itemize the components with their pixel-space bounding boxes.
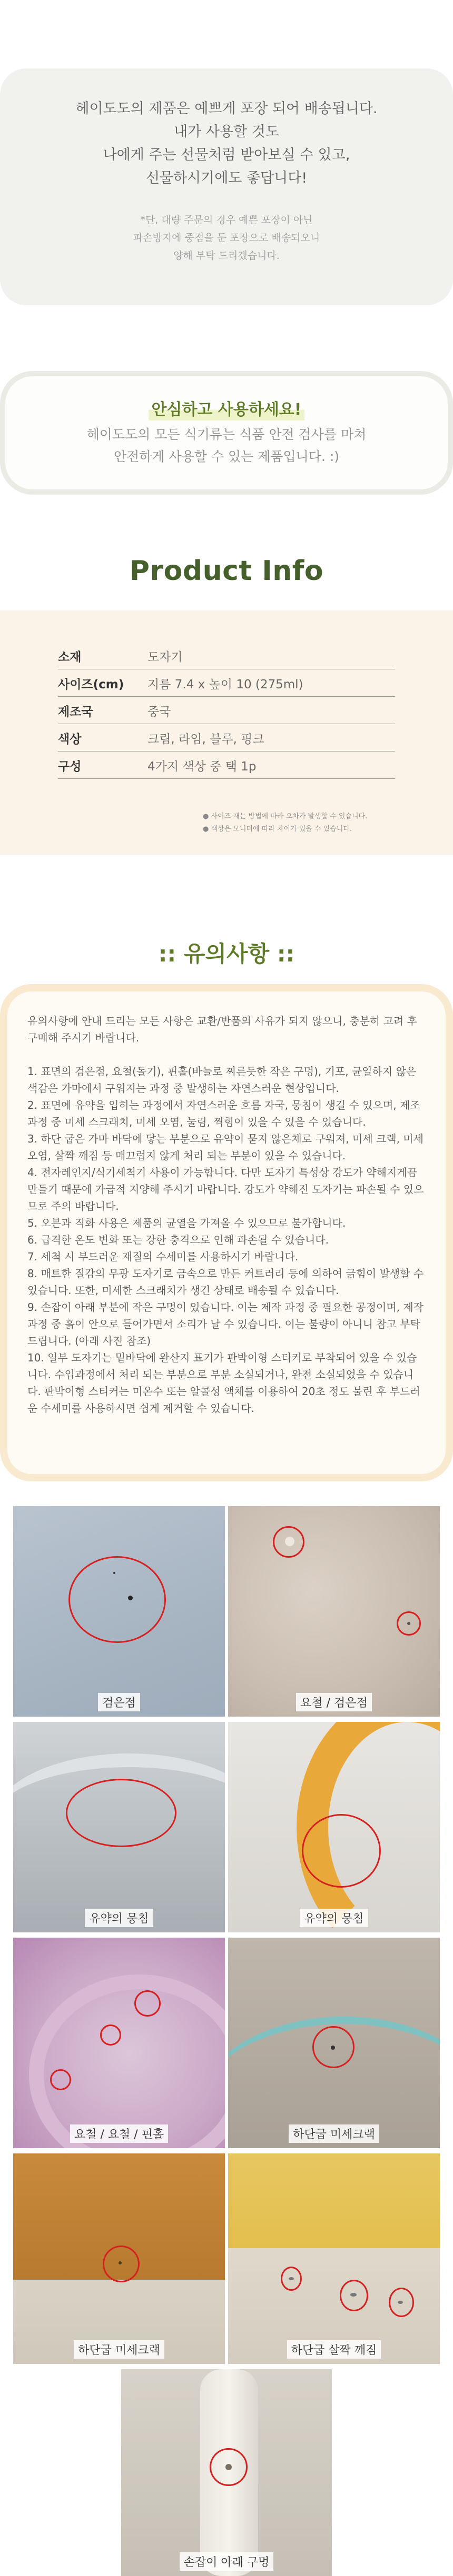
- photo-caption: [13, 1693, 225, 1711]
- product-info-label: 구성: [58, 760, 82, 774]
- product-info-row: [58, 669, 395, 697]
- product-info-value: 지름 7.4 x 높이 10 (275ml): [147, 678, 303, 691]
- safety-line: 안전하게 사용할 수 있는 제품입니다. :): [113, 449, 340, 464]
- product-info-row: [58, 751, 395, 779]
- gift-line: 헤이도도의 제품은 예쁘게 포장 되어 배송됩니다.: [75, 101, 378, 117]
- caution-item: 5. 오븐과 직화 사용은 제품의 균열을 가져올 수 있으므로 불가합니다.: [27, 1217, 346, 1229]
- product-info-value: 도자기: [147, 650, 183, 664]
- highlight-circle: [134, 1990, 161, 2017]
- product-info-label: 소재: [58, 650, 82, 664]
- highlight-circle: [281, 2267, 302, 2291]
- caution-item: 9. 손잡이 아래 부분에 작은 구멍이 있습니다. 이는 제작 과정 중 필요한 공정이며, 제작 과정 중 흙이 안으로 들어가면서 소리가 날 수 있습니다. 이는 불량이 아니니 참고 부탁드립니다. (아래 사진 참조): [27, 1301, 424, 1347]
- photo-caption-text: 손잡이 아래 구멍: [180, 2552, 274, 2571]
- gift-packaging-notice: [0, 68, 453, 305]
- product-info-title: Product Info: [129, 555, 324, 587]
- caution-item: 4. 전자레인지/식기세척기 사용이 가능합니다. 다만 도자기 특성상 강도가 약해지게끔 만들기 때문에 가급적 지양해 주시기 바랍니다. 강도가 약해진 도자기는 파손될 수 있으므로 주의 바랍니다.: [27, 1166, 424, 1212]
- product-info-value: 중국: [147, 705, 171, 719]
- photo-caption: [13, 2340, 225, 2359]
- defect-photo-bump-dot: [228, 1506, 440, 1717]
- highlight-circle: [50, 2069, 71, 2090]
- photo-caption: [228, 2340, 440, 2359]
- product-info-label: 색상: [58, 733, 82, 746]
- defect-photo-base-crack: [228, 1938, 440, 2148]
- photo-caption-text: 유약의 뭉침: [300, 1909, 368, 1927]
- caution-panel: [0, 984, 453, 1481]
- highlight-circle: [340, 2280, 368, 2311]
- photo-caption: [13, 2124, 225, 2143]
- highlight-circle: [273, 1526, 304, 1558]
- photo-caption: [228, 1693, 440, 1711]
- gift-note-line: 양해 부탁 드리겠습니다.: [173, 250, 280, 262]
- safety-line: 헤이도도의 모든 식기류는 식품 안전 검사를 마쳐: [86, 427, 367, 442]
- photo-caption-text: 하단굽 미세크랙: [289, 2124, 379, 2143]
- caution-title: :: 유의사항 ::: [158, 941, 295, 967]
- product-info-row: [58, 642, 395, 669]
- product-info-note: ● 색상은 모니터에 따라 차이가 있을 수 있습니다.: [203, 825, 352, 833]
- product-info-notes: [203, 810, 367, 836]
- highlight-circle: [312, 2026, 354, 2068]
- caution-item: 6. 급격한 온도 변화 또는 강한 충격으로 인해 파손될 수 있습니다.: [27, 1234, 329, 1246]
- gift-line: 나에게 주는 선물처럼 받아보실 수 있고,: [103, 147, 350, 163]
- defect-photo-bumps-pinhole: [13, 1938, 225, 2148]
- safety-notice: [0, 371, 453, 495]
- highlight-circle: [66, 1779, 176, 1847]
- caution-item: 1. 표면의 검은점, 요철(돌기), 핀홀(바늘로 찌른듯한 작은 구멍), 기포, 균일하지 않은 색감은 가마에서 구워지는 과정 중 발생하는 자연스러운 현상입니다.: [27, 1065, 417, 1095]
- safety-title: 안심하고 사용하세요!: [149, 396, 305, 420]
- safety-lines: [5, 424, 448, 468]
- product-info-row: [58, 724, 395, 751]
- photo-caption-text: 검은점: [98, 1693, 140, 1711]
- highlight-circle: [68, 1556, 166, 1643]
- caution-item: 8. 매트한 질감의 무광 도자기로 금속으로 만든 커트러리 등에 의하여 긁힘이 발생할 수 있습니다. 또한, 미세한 스크래치가 생긴 상태로 배송될 수 있습니다.: [27, 1267, 424, 1297]
- gift-line: 내가 사용할 것도: [174, 124, 279, 140]
- product-info-note: ● 사이즈 재는 방법에 따라 오차가 발생할 수 있습니다.: [203, 813, 368, 820]
- rim-shape: [29, 1974, 225, 2148]
- product-info-label: 제조국: [58, 705, 93, 719]
- photo-caption: [13, 1909, 225, 1927]
- product-info-panel: [0, 610, 453, 855]
- photo-caption-text: 하단굽 살짝 깨짐: [287, 2340, 381, 2359]
- defect-photo-glaze-clump-yellow: [228, 1722, 440, 1932]
- caution-item: 2. 표면에 유약을 입히는 과정에서 자연스러운 흐름 자국, 뭉침이 생길 수 있으며, 제조 과정 중 미세 스크래치, 미세 오염, 눌림, 찍힘이 있을 수 있을 수 있습니다.: [27, 1099, 420, 1128]
- highlight-circle: [302, 1814, 381, 1888]
- highlight-circle: [210, 2448, 248, 2486]
- photo-caption-text: 유약의 뭉침: [85, 1909, 153, 1927]
- defect-photo-black-dot: [13, 1506, 225, 1717]
- photo-caption: [228, 2124, 440, 2143]
- defect-photo-base-crack-orange: [13, 2153, 225, 2364]
- product-info-row: [58, 697, 395, 724]
- photo-caption: [121, 2552, 332, 2571]
- highlight-circle: [397, 1611, 421, 1636]
- caution-item: 10. 일부 도자기는 밑바닥에 완산지 표기가 판박이형 스티커로 부착되어 있을 수 있습니다. 수입과정에서 처리 되는 부분으로 부분 소실되거나, 완전 소실되었을 수 있습니다. 판박이형 스티커는 미온수 또는 알콜성 액체를 이용하여 20초 정도 불린 후 부드러운 수세미를 사용하시면 쉽게 제거할 수 있습니다.: [27, 1351, 420, 1415]
- product-info-label: 사이즈(cm): [58, 678, 124, 691]
- highlight-circle: [103, 2246, 140, 2282]
- highlight-circle: [100, 2024, 121, 2046]
- caution-intro: 유의사항에 안내 드리는 모든 사항은 교환/반품의 사유가 되지 않으니, 충분히 고려 후 구매해 주시기 바랍니다.: [27, 1015, 417, 1044]
- gift-note: [0, 211, 453, 265]
- photo-caption: [228, 1909, 440, 1927]
- photo-caption-text: 요철 / 요철 / 핀홀: [70, 2124, 168, 2143]
- caution-item: 3. 하단 굽은 가마 바닥에 닿는 부분으로 유약이 묻지 않은채로 구워져, 미세 크랙, 미세 오염, 살짝 깨짐 등 매끄럽지 않게 처리 되는 부분이 있을 수 있습니다.: [27, 1132, 424, 1162]
- photo-caption-text: 요철 / 검은점: [296, 1693, 372, 1711]
- product-info-value: 크림, 라임, 블루, 핑크: [147, 733, 264, 746]
- gift-line: 선물하시기에도 좋답니다!: [145, 170, 308, 186]
- product-info-table: [58, 642, 395, 779]
- defect-photo-base-chip: [228, 2153, 440, 2364]
- caution-item: 7. 세척 시 부드러운 재질의 수세미를 사용하시기 바랍니다.: [27, 1250, 299, 1263]
- defect-photo-handle-hole: [121, 2369, 332, 2576]
- defect-photo-glaze-clump: [13, 1722, 225, 1932]
- photo-caption-text: 하단굽 미세크랙: [74, 2340, 164, 2359]
- product-info-value: 4가지 색상 중 택 1p: [147, 760, 257, 774]
- highlight-circle: [389, 2288, 414, 2317]
- gift-note-line: *단, 대량 주문의 경우 예쁜 포장이 아닌: [140, 214, 313, 226]
- gift-note-line: 파손방지에 중점을 둔 포장으로 배송되오니: [133, 232, 320, 244]
